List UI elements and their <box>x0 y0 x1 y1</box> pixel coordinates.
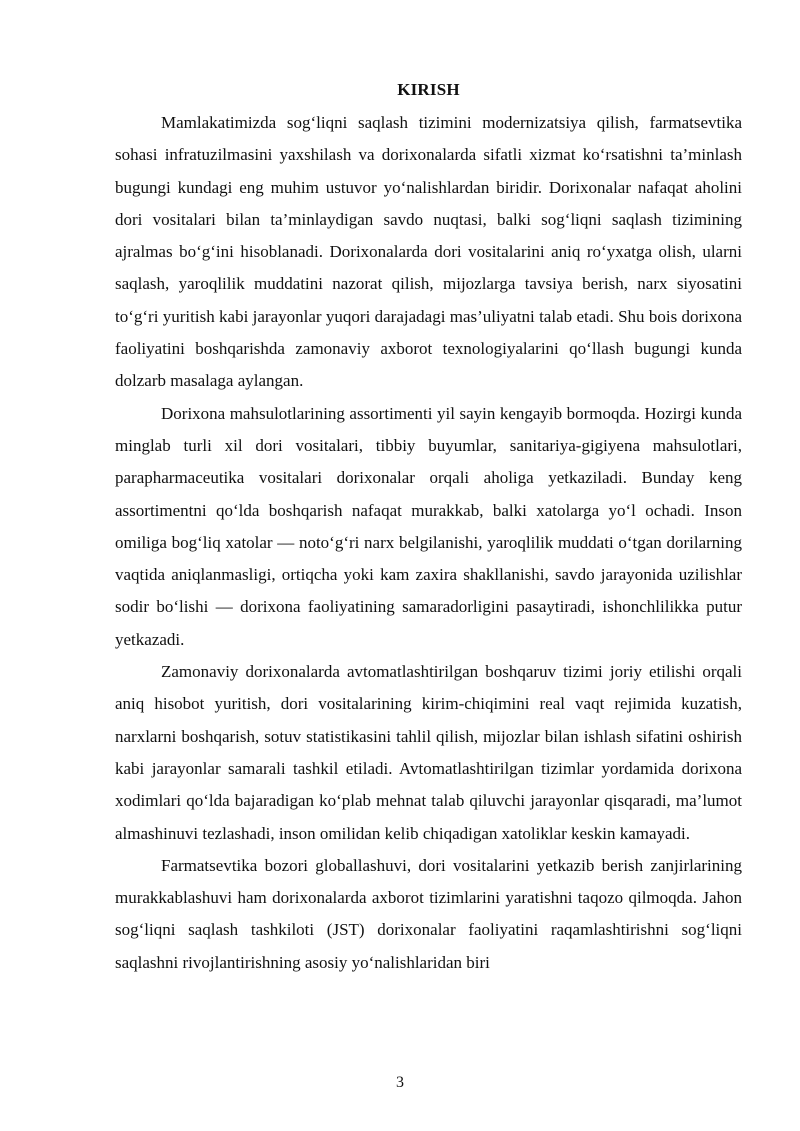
document-page <box>115 79 742 979</box>
section-heading: KIRISH <box>397 80 460 99</box>
page-number: 3 <box>396 1074 404 1091</box>
paragraph-1: Mamlakatimizda sog‘liqni saqlash tizimini modernizatsiya qilish, farmatsevtika sohasi infratuzilmasini yaxshilash va dorixonalarda sifatli xizmat ko‘rsatishni ta’minlash bugungi kundagi eng muhim ustuvor yo‘nalishlardan biridir. Dorixonalar nafaqat aholini dori vositalari bilan ta’minlaydigan savdo nuqtasi, balki sog‘liqni saqlash tizimining ajralmas bo‘g‘ini hisoblanadi. Dorixonalarda dori vositalarini aniq ro‘yxatga olish, ularni saqlash, yaroqlilik muddatini nazorat qilish, mijozlarga tavsiya berish, narx siyosatini to‘g‘ri yuritish kabi jarayonlar yuqori darajadagi mas’uliyatni talab etadi. Shu bois dorixona faoliyatini boshqarishda zamonaviy axborot texnologiyalarini qo‘llash bugungi kunda dolzarb masalaga aylangan. <box>115 113 742 391</box>
paragraph-4: Farmatsevtika bozori globallashuvi, dori vositalarini yetkazib berish zanjirlarining murakkablashuvi ham dorixonalarda axborot tizimlarini yaratishni taqozo qilmoqda. Jahon sog‘liqni saqlash tashkiloti (JST) dorixonalar faoliyatini raqamlashtirishni sog‘liqni saqlashni rivojlantirishning asosiy yo‘nalishlaridan biri <box>115 855 742 972</box>
paragraph-3: Zamonaviy dorixonalarda avtomatlashtirilgan boshqaruv tizimi joriy etilishi orqali aniq hisobot yuritish, dori vositalarining kirim-chiqimini real vaqt rejimida kuzatish, narxlarni boshqarish, sotuv statistikasini tahlil qilish, mijozlar bilan ishlash sifatini oshirish kabi jarayonlar samarali tashkil etiladi. Avtomatlashtirilgan tizimlar yordamida dorixona xodimlari qo‘lda bajaradigan ko‘plab mehnat talab qiluvchi jarayonlar qisqaradi, ma’lumot almashinuvi tezlashadi, inson omilidan kelib chiqadigan xatoliklar keskin kamayadi. <box>115 662 742 843</box>
paragraph-2: Dorixona mahsulotlarining assortimenti yil sayin kengayib bormoqda. Hozirgi kunda minglab turli xil dori vositalari, tibbiy buyumlar, sanitariya-gigiyena mahsulotlari, parapharmaceutika vositalari dorixonalar orqali aholiga yetkaziladi. Bunday keng assortimentni qo‘lda boshqarish nafaqat murakkab, balki xatolarga yo‘l ochadi. Inson omiliga bog‘liq xatolar — noto‘g‘ri narx belgilanishi, yaroqlilik muddati o‘tgan dorilarning vaqtida aniqlanmasligi, ortiqcha yoki kam zaxira shakllanishi, savdo jarayonida uzilishlar sodir bo‘lishi — dorixona faoliyatining samaradorligini pasaytiradi, ishonchlilikka putur yetkazadi. <box>115 403 742 649</box>
